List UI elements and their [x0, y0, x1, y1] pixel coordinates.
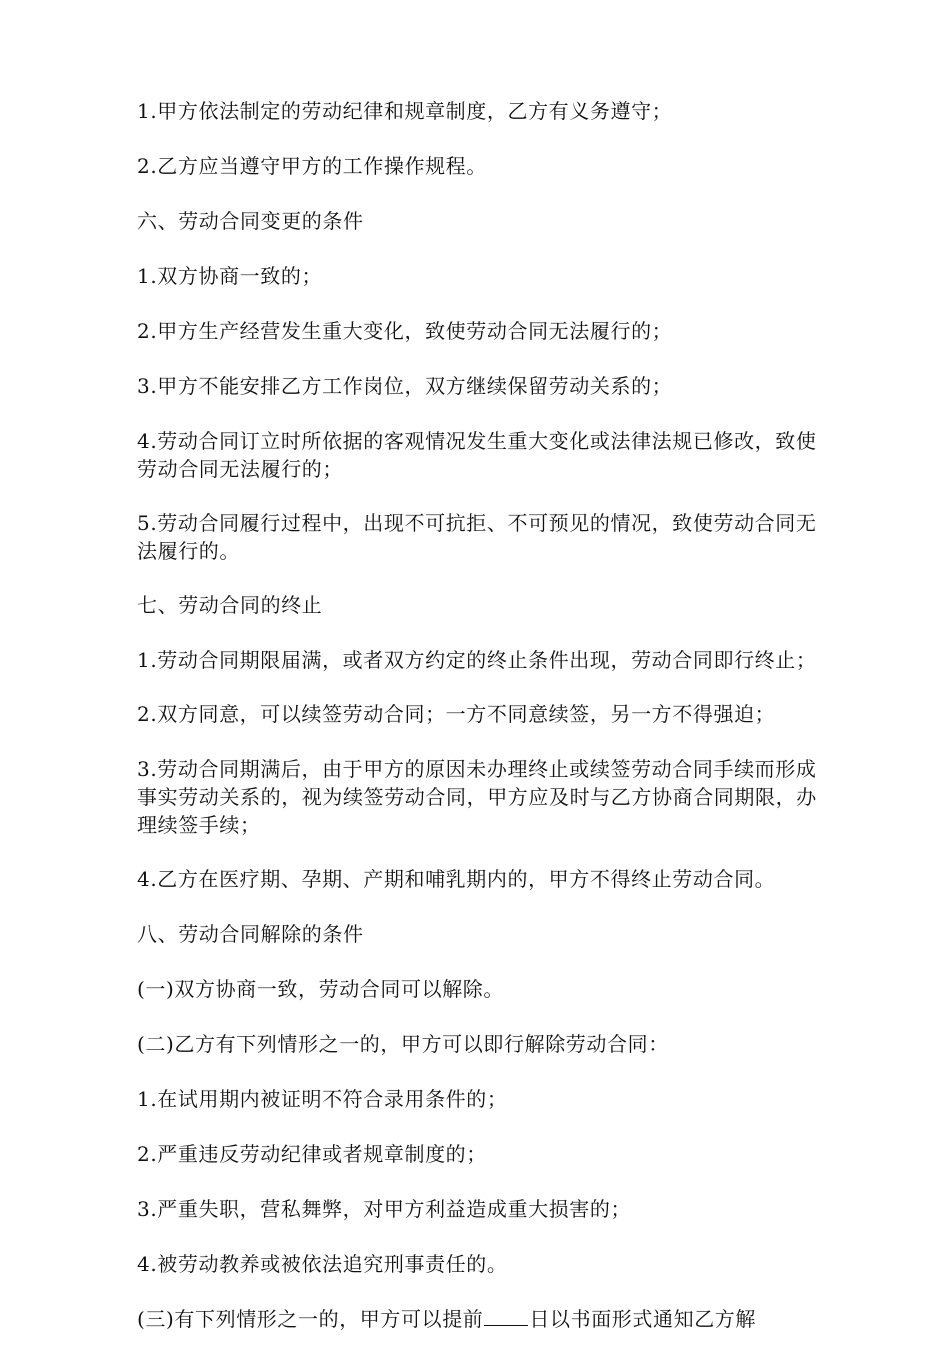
- clause-8-part-3-before-blank: (三)有下列情形之一的，甲方可以提前: [137, 1307, 484, 1331]
- clause-8-part-2: (二)乙方有下列情形之一的，甲方可以即行解除劳动合同：: [137, 1032, 669, 1056]
- clause-8-2-4: 4.被劳动教养或被依法追究刑事责任的。: [137, 1252, 508, 1276]
- section-heading-7: 七、劳动合同的终止: [137, 593, 323, 617]
- clause-5-1: 1.甲方依法制定的劳动纪律和规章制度，乙方有义务遵守；: [137, 99, 673, 123]
- clause-6-5: 5.劳动合同履行过程中，出现不可抗拒、不可预见的情况，致使劳动合同无法履行的。: [137, 511, 817, 563]
- section-heading-6: 六、劳动合同变更的条件: [137, 209, 364, 233]
- clause-6-4: 4.劳动合同订立时所依据的客观情况发生重大变化或法律法规已修改，致使劳动合同无法履行的；: [137, 429, 817, 481]
- clause-8-2-1: 1.在试用期内被证明不符合录用条件的；: [137, 1087, 508, 1111]
- fill-in-blank: [484, 1307, 528, 1326]
- clause-8-2-2: 2.严重违反劳动纪律或者规章制度的；: [137, 1142, 487, 1166]
- clause-6-3: 3.甲方不能安排乙方工作岗位，双方继续保留劳动关系的；: [137, 374, 673, 398]
- document-body: [137, 97, 827, 1360]
- clause-6-2: 2.甲方生产经营发生重大变化，致使劳动合同无法履行的；: [137, 319, 673, 343]
- clause-7-1: 1.劳动合同期限届满，或者双方约定的终止条件出现，劳动合同即行终止；: [137, 648, 817, 672]
- clause-8-part-3-after-blank: 日以书面形式通知乙方解: [529, 1307, 757, 1331]
- clause-6-1: 1.双方协商一致的；: [137, 264, 323, 288]
- clause-7-3: 3.劳动合同期满后，由于甲方的原因未办理终止或续签劳动合同手续而形成事实劳动关系的，视为续签劳动合同，甲方应及时与乙方协商合同期限，办理续签手续；: [137, 757, 817, 837]
- clause-7-4: 4.乙方在医疗期、孕期、产期和哺乳期内的，甲方不得终止劳动合同。: [137, 867, 776, 891]
- clause-8-part-3: [137, 1305, 827, 1333]
- clause-7-2: 2.双方同意，可以续签劳动合同；一方不同意续签，另一方不得强迫；: [137, 702, 776, 726]
- clause-5-2: 2.乙方应当遵守甲方的工作操作规程。: [137, 154, 487, 178]
- clause-8-part-1: (一)双方协商一致，劳动合同可以解除。: [137, 977, 505, 1001]
- section-heading-8: 八、劳动合同解除的条件: [137, 922, 364, 946]
- clause-8-2-3: 3.严重失职，营私舞弊，对甲方利益造成重大损害的；: [137, 1197, 632, 1221]
